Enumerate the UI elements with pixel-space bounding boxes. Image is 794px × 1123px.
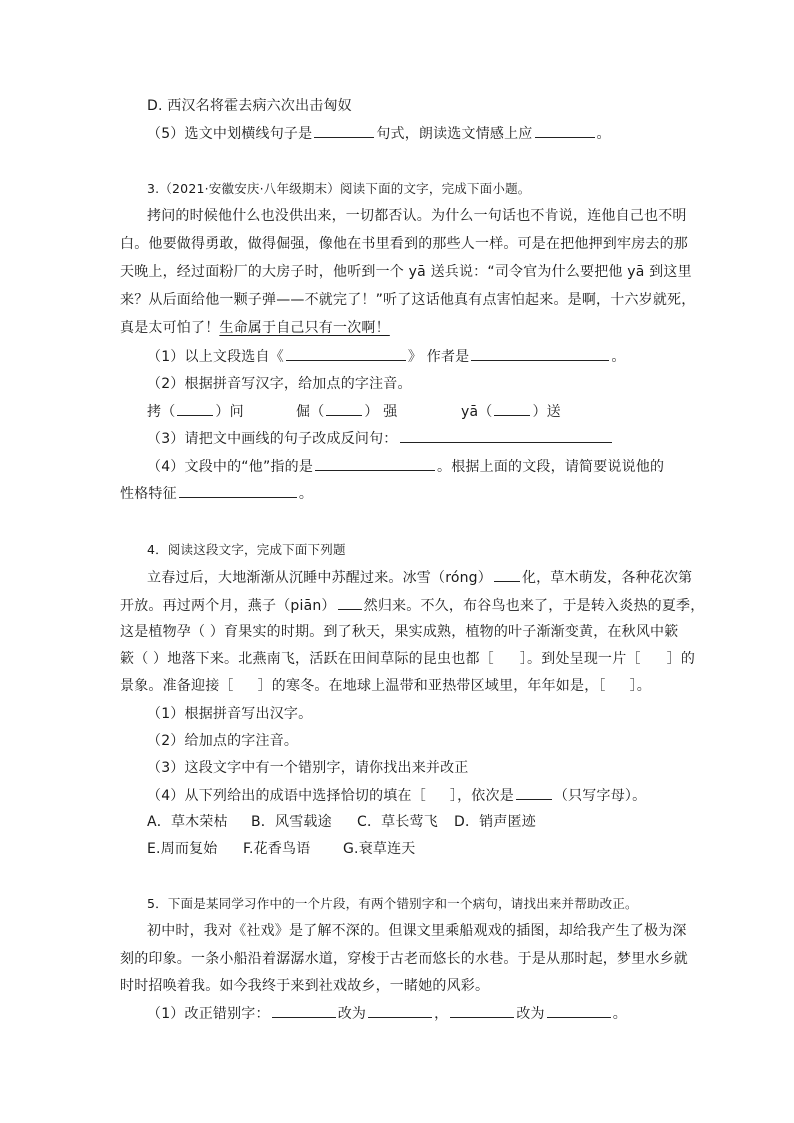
q3-pinyin-item-1 [147, 401, 244, 422]
q3-sub4-c: 性格特征 [120, 486, 177, 502]
q4-paragraph-line [120, 595, 704, 616]
q5-sub1-c: ， [434, 1006, 449, 1022]
answer-blank[interactable] [471, 346, 609, 361]
q3-pin3-a: yā（ [461, 404, 493, 420]
answer-blank[interactable] [179, 483, 297, 498]
q3-pin3-b: ）送 [532, 404, 561, 420]
q4-paragraph-line [147, 567, 692, 588]
q3-sub4-end: 。 [298, 486, 314, 502]
q4-sub4-a: （4）从下列给出的成语中选择恰切的填在［ [147, 788, 426, 804]
q4-p5-b: ］的寒冬。在地球上温带和亚热带区域里，年年如是，［ [257, 678, 606, 694]
q4-option-a: A．草木荣枯 [147, 814, 228, 830]
q4-p5-c: ］。 [629, 678, 652, 694]
q5-paragraph-line: 时时招唤着我。如今我终于来到社戏故乡，一睹她的风彩。 [120, 978, 490, 994]
q3-paragraph-line: 拷问的时候他什么也没供出来，一切都否认。为什么一句话也不肯说，连他自己也不明 [147, 208, 687, 224]
q4-p2-a: 开放。再过两个月，燕子（piān） [120, 598, 336, 614]
answer-blank[interactable] [314, 123, 374, 138]
q4-option-g: G.衰草连天 [343, 841, 416, 857]
q3-sub4-b: 。根据上面的文段，请简要说说他的 [437, 459, 665, 475]
q4-sub2: （2）给加点的字注音。 [147, 733, 299, 749]
q4-p1-a: 立春过后，大地渐渐从沉睡中苏醒过来。冰雪（róng） [147, 570, 492, 586]
q3-pin2-b: ） 强 [364, 404, 398, 420]
answer-blank[interactable] [286, 346, 406, 361]
answer-blank[interactable] [535, 123, 595, 138]
q5-sub1-b: 改为 [337, 1006, 367, 1022]
q5-sub1-d: 改为 [516, 1006, 545, 1022]
q5-sub1-a: （1）改正错别字： [147, 1006, 270, 1022]
q4-sub4 [147, 785, 646, 806]
q4-sub3: （3）这段文字中有一个错别字，请你找出来并改正 [147, 760, 469, 776]
q4-sub4-c: （只写字母）。 [553, 788, 647, 804]
q3-sub1 [147, 346, 626, 367]
q3-sub4 [147, 456, 664, 477]
q4-header: 4．阅读这段文字，完成下面下列题 [147, 542, 346, 557]
q5-paragraph-line: 刻的印象。一条小船沿着潺潺水道，穿梭于古老而悠长的水巷。于是从那时起，梦里水乡就 [120, 951, 688, 967]
q5-sub1-end: 。 [612, 1006, 627, 1022]
q3-p5-plain: 真是太可怕了！ [120, 320, 220, 336]
q4-p4-a: 簌（ ）地落下来。北燕南飞，活跃在田间草际的昆虫也都［ [120, 651, 494, 667]
q4-p4-b: ］。到处呈现一片［ [519, 651, 641, 667]
q3-sub1-b: 》 作者是 [407, 349, 470, 365]
answer-blank[interactable] [400, 428, 612, 443]
q4-option-e: E.周而复始 [147, 841, 218, 857]
q2-sub5 [147, 123, 611, 144]
q4-paragraph-line [120, 676, 651, 696]
q4-sub1: （1）根据拼音写出汉字。 [147, 706, 313, 722]
q4-option-c: C．草长莺飞 [357, 814, 438, 830]
q3-sub1-a: （1）以上文段选自《 [147, 349, 284, 365]
q5-sub1 [147, 1003, 627, 1024]
q3-header: 3.（2021·安徽安庆·八年级期末）阅读下面的文字，完成下面小题。 [147, 181, 531, 196]
answer-blank[interactable] [326, 401, 362, 416]
q3-sub4-cont [120, 483, 313, 504]
q3-sub1-end: 。 [611, 349, 626, 365]
q5-header: 5．下面是某同学习作中的一个片段，有两个错别字和一个病句，请找出来并帮助改正。 [147, 896, 638, 911]
q3-paragraph-line: 天晚上，经过面粉厂的大房子时，他听到一个 yā 送兵说：“司令官为什么要把他 yā 到这里 [120, 264, 692, 280]
answer-blank[interactable] [338, 595, 362, 610]
q3-sub2: （2）根据拼音写汉字，给加点的字注音。 [147, 376, 412, 392]
answer-blank[interactable] [450, 1003, 514, 1018]
q3-pin1-a: 拷（ [147, 404, 176, 420]
q3-paragraph-line: 来？从后面给他一颗子弹——不就完了！”听了这话他真有点害怕起来。是啊，十六岁就死， [120, 292, 696, 308]
answer-blank[interactable] [368, 1003, 432, 1018]
q3-paragraph-line: 白。他要做得勇敢，做得倔强，像他在书里看到的那些人一样。可是在把他押到牢房去的那 [120, 236, 688, 252]
q3-underlined-sentence: 生命属于自己只有一次啊！ [219, 320, 390, 336]
answer-blank[interactable] [494, 401, 530, 416]
q2-sub5-end: 。 [596, 126, 611, 142]
q3-pin2-a: 倔（ [296, 404, 325, 420]
q2-sub5-text-b: 句式，朗读选文情感上应 [376, 126, 533, 142]
answer-blank[interactable] [177, 401, 213, 416]
q3-sub3-text: （3）请把文中画线的句子改成反问句： [147, 431, 398, 447]
q3-pin1-b: ）问 [215, 404, 244, 420]
answer-blank[interactable] [272, 1003, 336, 1018]
q4-p4-c: ］的 [666, 651, 696, 667]
q3-sub3 [147, 428, 614, 449]
q4-p2-b: 然归来。不久，布谷鸟也来了，于是转入炎热的夏季， [363, 598, 705, 614]
q4-option-f: F.花香鸟语 [243, 841, 311, 857]
answer-blank[interactable] [494, 567, 520, 582]
q4-p1-b: 化，草木萌发，各种花次第 [521, 570, 693, 586]
q4-option-d: D．销声匿迹 [454, 814, 536, 830]
q5-paragraph-line: 初中时，我对《社戏》是了解不深的。但课文里乘船观戏的插图，却给我产生了极为深 [147, 923, 687, 939]
q4-sub4-b: ］，依次是 [449, 788, 514, 804]
answer-blank[interactable] [516, 785, 552, 800]
q3-paragraph-line [120, 318, 390, 338]
q4-p5-a: 景象。准备迎接［ [120, 678, 234, 694]
answer-blank[interactable] [547, 1003, 611, 1018]
q3-sub4-a: （4）文段中的“他”指的是 [147, 459, 314, 475]
q4-paragraph-line [120, 649, 695, 669]
q4-paragraph-line: 这是植物孕（ ）育果实的时期。到了秋天，果实成熟，植物的叶子渐渐变黄，在秋风中簌 [120, 624, 679, 640]
q3-pinyin-item-2 [296, 401, 397, 422]
q2-option-d: D. 西汉名将霍去病六次出击匈奴 [147, 98, 352, 114]
q3-pinyin-item-3 [461, 401, 561, 422]
answer-blank[interactable] [315, 456, 435, 471]
q4-option-b: B．风雪载途 [251, 814, 332, 830]
q2-sub5-text-a: （5）选文中划横线句子是 [147, 126, 313, 142]
